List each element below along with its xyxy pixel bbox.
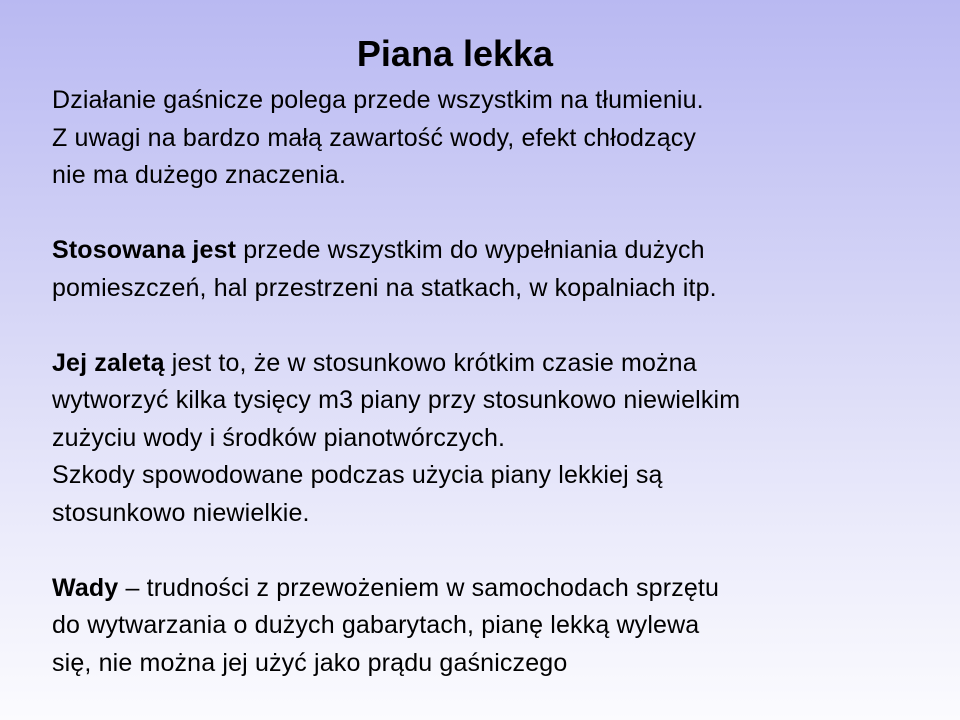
bold-lead-wady: Wady <box>52 573 119 602</box>
text-line: Działanie gaśnicze polega przede wszystkim na tłumieniu. <box>52 86 704 114</box>
paragraph-spacer <box>52 532 932 570</box>
text-line: się, nie można jej użyć jako prądu gaśniczego <box>52 648 568 677</box>
text-line: nie ma dużego znaczenia. <box>52 161 347 189</box>
text-line: Z uwagi na bardzo małą zawartość wody, efekt chłodzący <box>52 123 697 152</box>
text-run: jest to, że w stosunkowo krótkim czasie można <box>164 348 697 377</box>
text-line <box>52 345 932 383</box>
slide-title: Piana lekka <box>356 33 554 74</box>
paragraph-spacer <box>52 307 932 345</box>
text-line: zużyciu wody i środków pianotwórczych. <box>52 423 506 452</box>
text-line: Szkody spowodowane podczas użycia piany lekkiej są <box>52 461 663 489</box>
text-line <box>52 570 932 608</box>
text-line: wytworzyć kilka tysięcy m3 piany przy stosunkowo niewielkim <box>52 386 741 414</box>
text-line: do wytwarzania o dużych gabarytach, pianę lekką wylewa <box>52 611 700 639</box>
text-run: – trudności z przewożeniem w samochodach sprzętu <box>118 573 720 602</box>
slide-body <box>52 82 932 682</box>
bold-lead-stosowana: Stosowana jest <box>52 236 237 264</box>
text-line <box>52 232 932 270</box>
bold-lead-zaleta: Jej zaletą <box>52 348 165 377</box>
paragraph-spacer <box>52 195 932 233</box>
text-line: stosunkowo niewielkie. <box>52 498 310 527</box>
text-line: pomieszczeń, hal przestrzeni na statkach, w kopalniach itp. <box>52 273 717 302</box>
text-run: przede wszystkim do wypełniania dużych <box>236 236 705 264</box>
